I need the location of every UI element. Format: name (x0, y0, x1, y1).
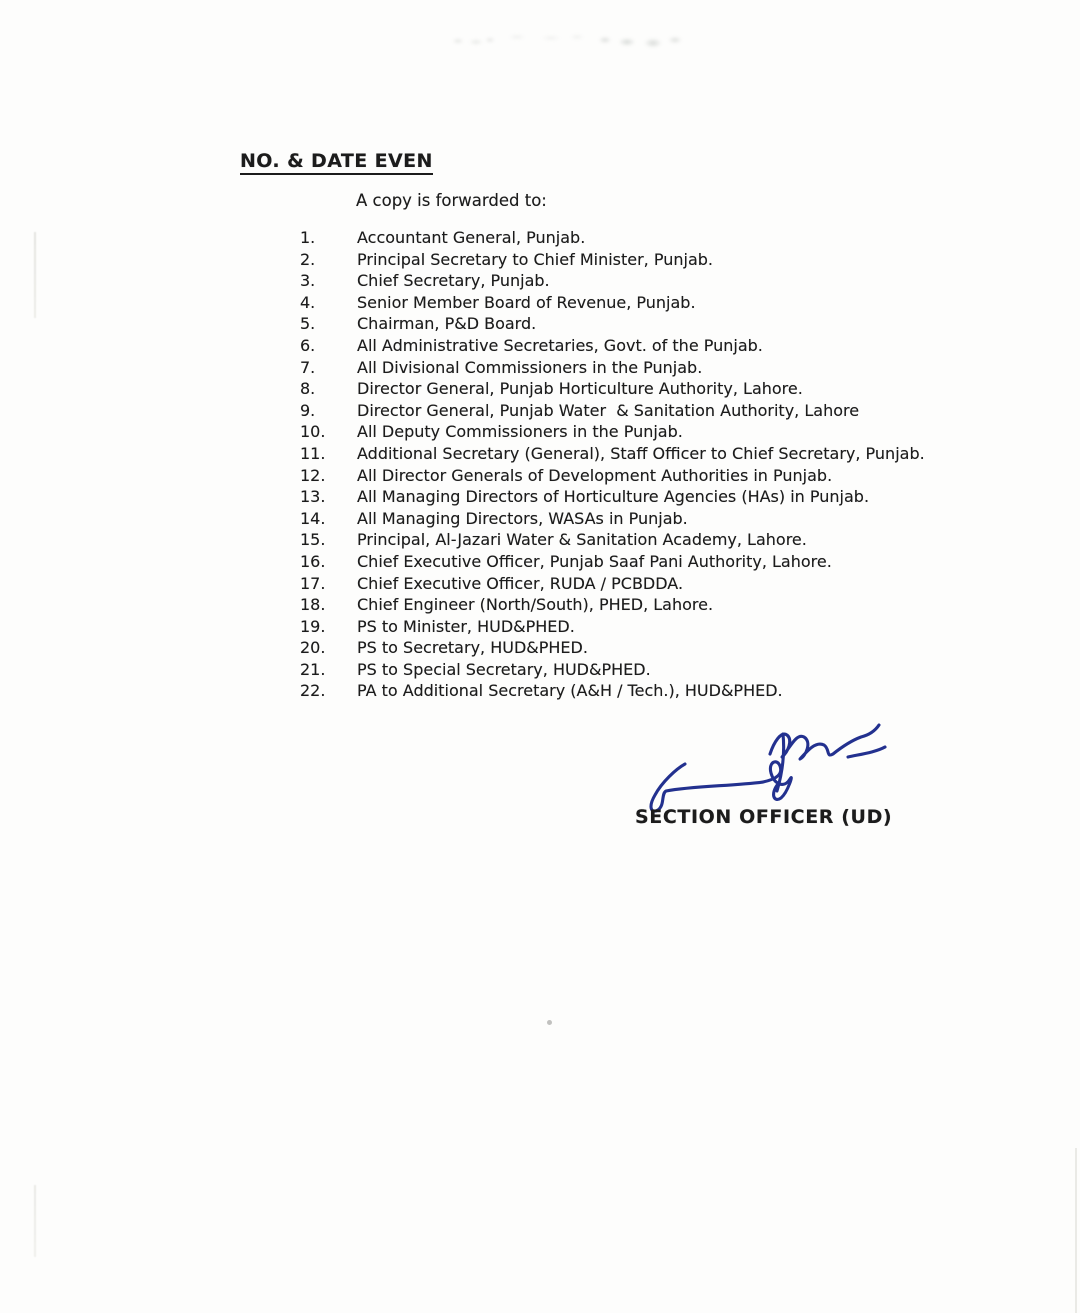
recipient-row (300, 313, 960, 335)
recipient-text: Accountant General, Punjab. (357, 228, 586, 247)
recipient-text: Principal, Al-Jazari Water & Sanitation Academy, Lahore. (357, 530, 807, 550)
recipient-number: 1. (300, 228, 316, 247)
recipient-row (300, 400, 960, 422)
recipient-row (300, 443, 960, 465)
recipient-number: 19. (300, 616, 326, 636)
recipient-number: 20. (300, 638, 326, 658)
recipient-number: 3. (300, 271, 316, 291)
recipient-row (300, 637, 960, 659)
scan-smudge (595, 30, 687, 52)
recipient-row (300, 465, 960, 487)
recipient-number: 13. (300, 487, 326, 507)
recipient-number: 11. (300, 443, 326, 463)
recipient-number: 2. (300, 249, 316, 269)
recipient-number: 21. (300, 659, 326, 679)
recipient-number: 16. (300, 551, 326, 571)
recipient-row (300, 335, 960, 357)
recipient-row (300, 573, 960, 595)
recipient-text: Principal Secretary to Chief Minister, Punjab. (357, 249, 713, 269)
recipient-text: Director General, Punjab Horticulture Authority, Lahore. (357, 379, 803, 399)
recipient-text: PA to Additional Secretary (A&H / Tech.), HUD&PHED. (357, 681, 783, 701)
recipient-list (300, 227, 960, 702)
recipient-text: PS to Special Secretary, HUD&PHED. (357, 659, 651, 679)
recipient-text: Chief Executive Officer, Punjab Saaf Pani Authority, Lahore. (357, 551, 832, 571)
recipient-row (300, 292, 960, 314)
recipient-number: 7. (300, 357, 316, 377)
scan-crease-line (34, 232, 36, 318)
recipient-row (300, 249, 960, 271)
recipient-row (300, 421, 960, 443)
recipient-row (300, 594, 960, 616)
recipient-row (300, 680, 960, 702)
recipient-text: Chief Executive Officer, RUDA / PCBDDA. (357, 573, 684, 593)
recipient-row (300, 378, 960, 400)
recipient-text: All Administrative Secretaries, Govt. of the Punjab. (357, 335, 763, 355)
recipient-text: All Director Generals of Development Authorities in Punjab. (357, 465, 833, 485)
recipient-text: Senior Member Board of Revenue, Punjab. (357, 292, 696, 312)
scan-crease-line (34, 1185, 36, 1257)
recipient-row (300, 659, 960, 681)
scan-edge-line (1075, 1148, 1077, 1313)
recipient-number: 15. (300, 530, 326, 550)
recipient-number: 5. (300, 314, 316, 334)
recipient-row (300, 616, 960, 638)
reference-heading: NO. & DATE EVEN (240, 150, 433, 175)
signatory-title: SECTION OFFICER (UD) (635, 806, 893, 828)
scan-smudge (448, 33, 496, 47)
recipient-text: All Deputy Commissioners in the Punjab. (357, 422, 683, 442)
recipient-number: 17. (300, 573, 326, 593)
recipient-number: 6. (300, 335, 316, 355)
recipient-number: 18. (300, 595, 326, 615)
scan-smudge (505, 30, 585, 44)
recipient-text: Director General, Punjab Water & Sanitation Authority, Lahore (357, 400, 860, 420)
recipient-number: 8. (300, 379, 316, 399)
recipient-number: 22. (300, 681, 326, 701)
recipient-number: 12. (300, 465, 326, 485)
recipient-number: 4. (300, 292, 316, 312)
recipient-text: Chief Secretary, Punjab. (357, 271, 550, 291)
recipient-row (300, 357, 960, 379)
recipient-row (300, 486, 960, 508)
recipient-text: All Managing Directors, WASAs in Punjab. (357, 508, 688, 528)
recipient-row (300, 529, 960, 551)
forward-line: A copy is forwarded to: (356, 191, 547, 210)
recipient-text: Chief Engineer (North/South), PHED, Lahore. (357, 595, 714, 615)
recipient-row (300, 508, 960, 530)
recipient-text: All Divisional Commissioners in the Punjab. (357, 357, 703, 377)
recipient-text: PS to Minister, HUD&PHED. (357, 616, 575, 636)
recipient-row (300, 551, 960, 573)
recipient-number: 10. (300, 422, 326, 442)
recipient-number: 9. (300, 400, 316, 420)
recipient-text: PS to Secretary, HUD&PHED. (357, 638, 588, 658)
recipient-text: All Managing Directors of Horticulture Agencies (HAs) in Punjab. (357, 487, 870, 507)
recipient-text: Chairman, P&D Board. (357, 314, 537, 334)
recipient-row (300, 227, 960, 249)
scan-speck (547, 1020, 552, 1025)
recipient-row (300, 270, 960, 292)
recipient-number: 14. (300, 508, 326, 528)
recipient-text: Additional Secretary (General), Staff Officer to Chief Secretary, Punjab. (357, 443, 925, 463)
